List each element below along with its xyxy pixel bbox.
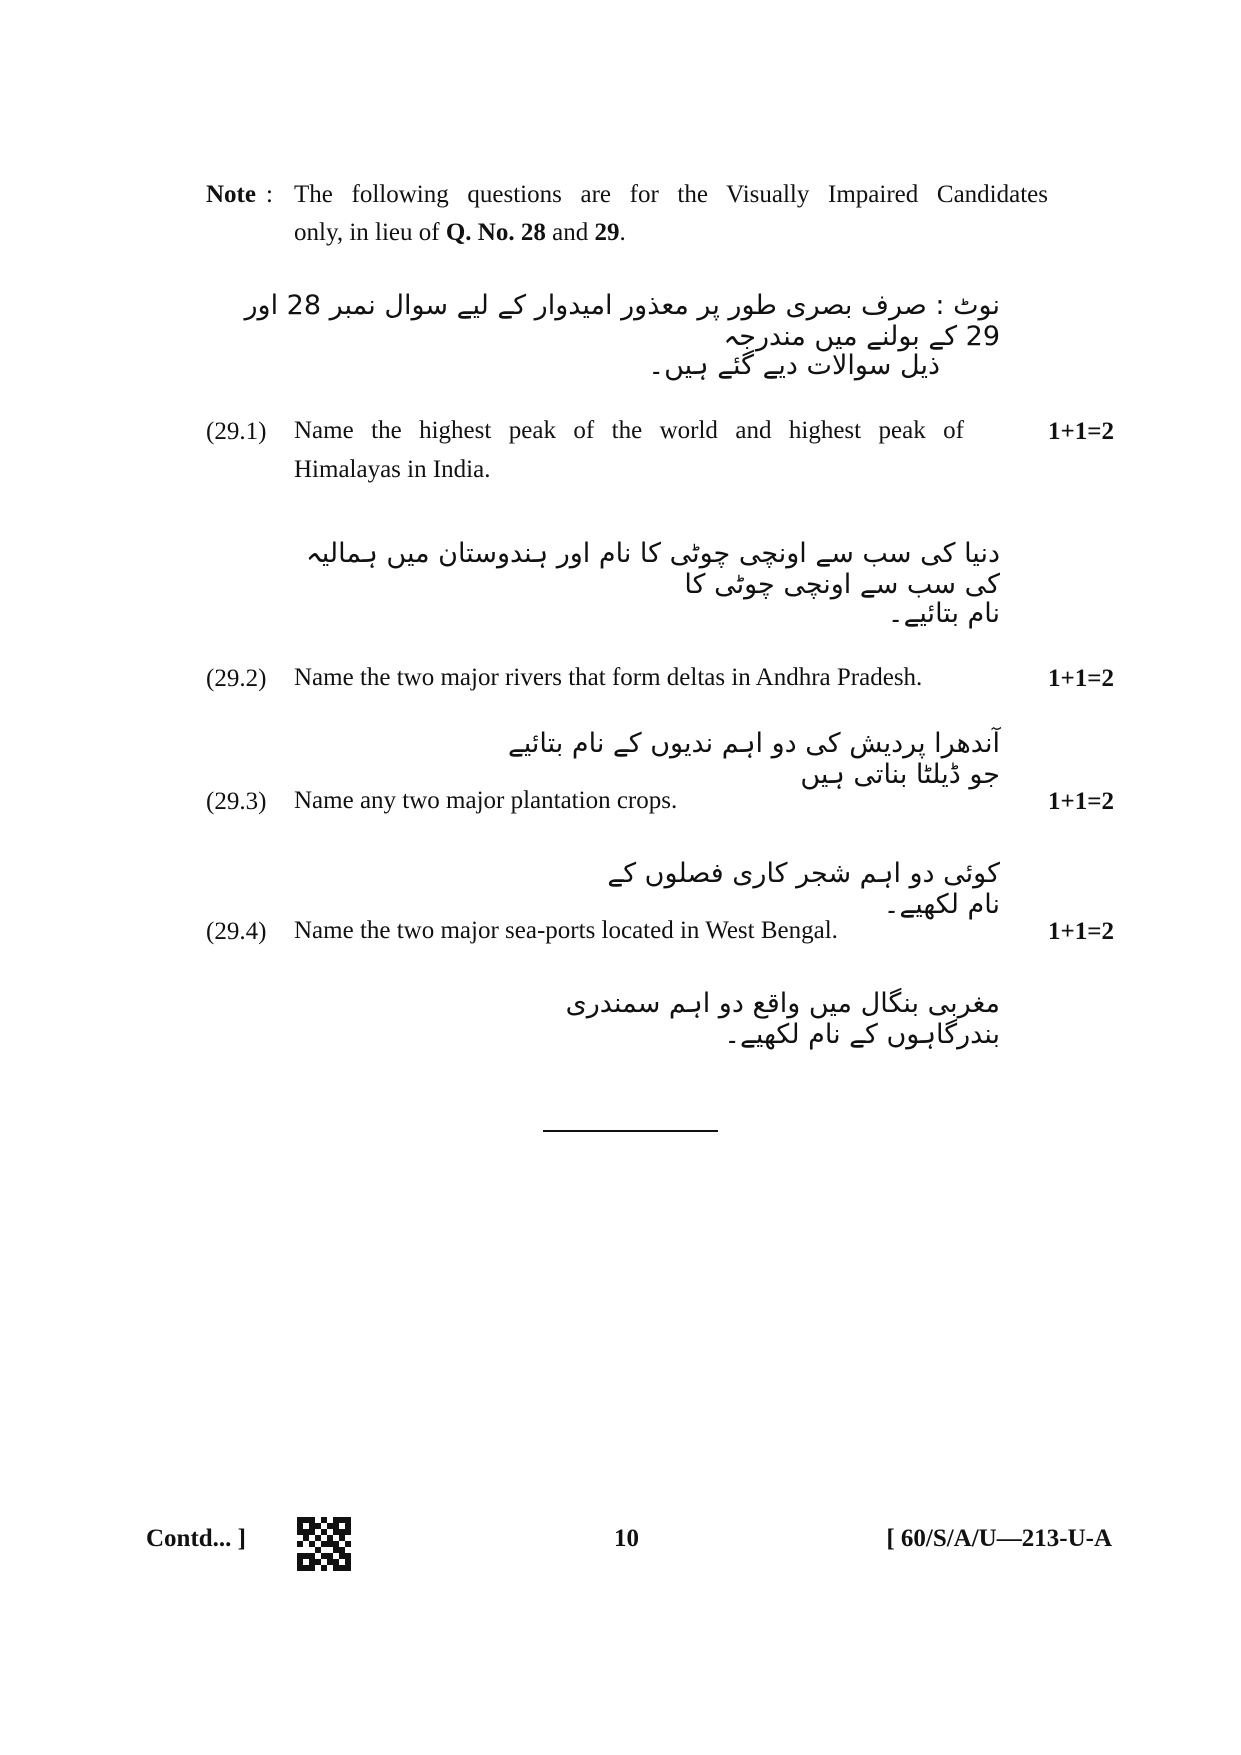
question-marks: 1+1=2 [1048,788,1114,815]
contd-label: Contd... ] [146,1525,247,1552]
question-text: Himalayas in India. [294,456,491,483]
question-urdu: کوئی دو اہم شجر کاری فصلوں کے نام لکھیے۔ [607,858,1000,920]
urdu-note-line2: ذیل سوالات دیے گئے ہیں۔ [648,350,940,381]
question-text: Name the highest peak of the world and highest peak of [294,417,964,444]
question-marks: 1+1=2 [1048,918,1114,945]
question-urdu: نام بتائیے۔ [887,598,1000,629]
end-rule [543,1130,718,1132]
paper-code: [ 60/S/A/U—213-U-A [886,1525,1112,1552]
question-number: (29.2) [206,665,267,692]
note-sep: : [266,181,273,208]
question-text: Name the two major rivers that form deltas in Andhra Pradesh. [294,664,923,691]
note-label: Note [206,181,256,208]
question-number: (29.4) [206,918,267,945]
note-text-line2: only, in lieu of Q. No. 28 and 29. [294,219,626,246]
question-urdu: دنیا کی سب سے اونچی چوٹی کا نام اور ہندوستان میں ہمالیہ کی سب سے اونچی چوٹی کا [305,538,1000,600]
urdu-note-line1: نوٹ : صرف بصری طور پر معذور امیدوار کے لیے سوال نمبر 28 اور 29 کے بولنے میں مندرجہ [244,290,1000,352]
question-urdu: آندھرا پردیش کی دو اہم ندیوں کے نام بتائیے جو ڈیلٹا بناتی ہیں [507,728,1000,790]
qr-code-icon [297,1517,351,1571]
question-urdu: مغربی بنگال میں واقع دو اہم سمندری بندرگاہوں کے نام لکھیے۔ [565,988,1000,1050]
note-text-line1: The following questions are for the Visually Impaired Candidates [294,181,1048,208]
question-number: (29.1) [206,418,267,445]
question-text: Name any two major plantation crops. [294,787,678,814]
question-number: (29.3) [206,788,267,815]
question-text: Name the two major sea-ports located in West Bengal. [294,917,838,944]
question-marks: 1+1=2 [1048,418,1114,445]
question-marks: 1+1=2 [1048,665,1114,692]
page-number: 10 [614,1525,639,1552]
